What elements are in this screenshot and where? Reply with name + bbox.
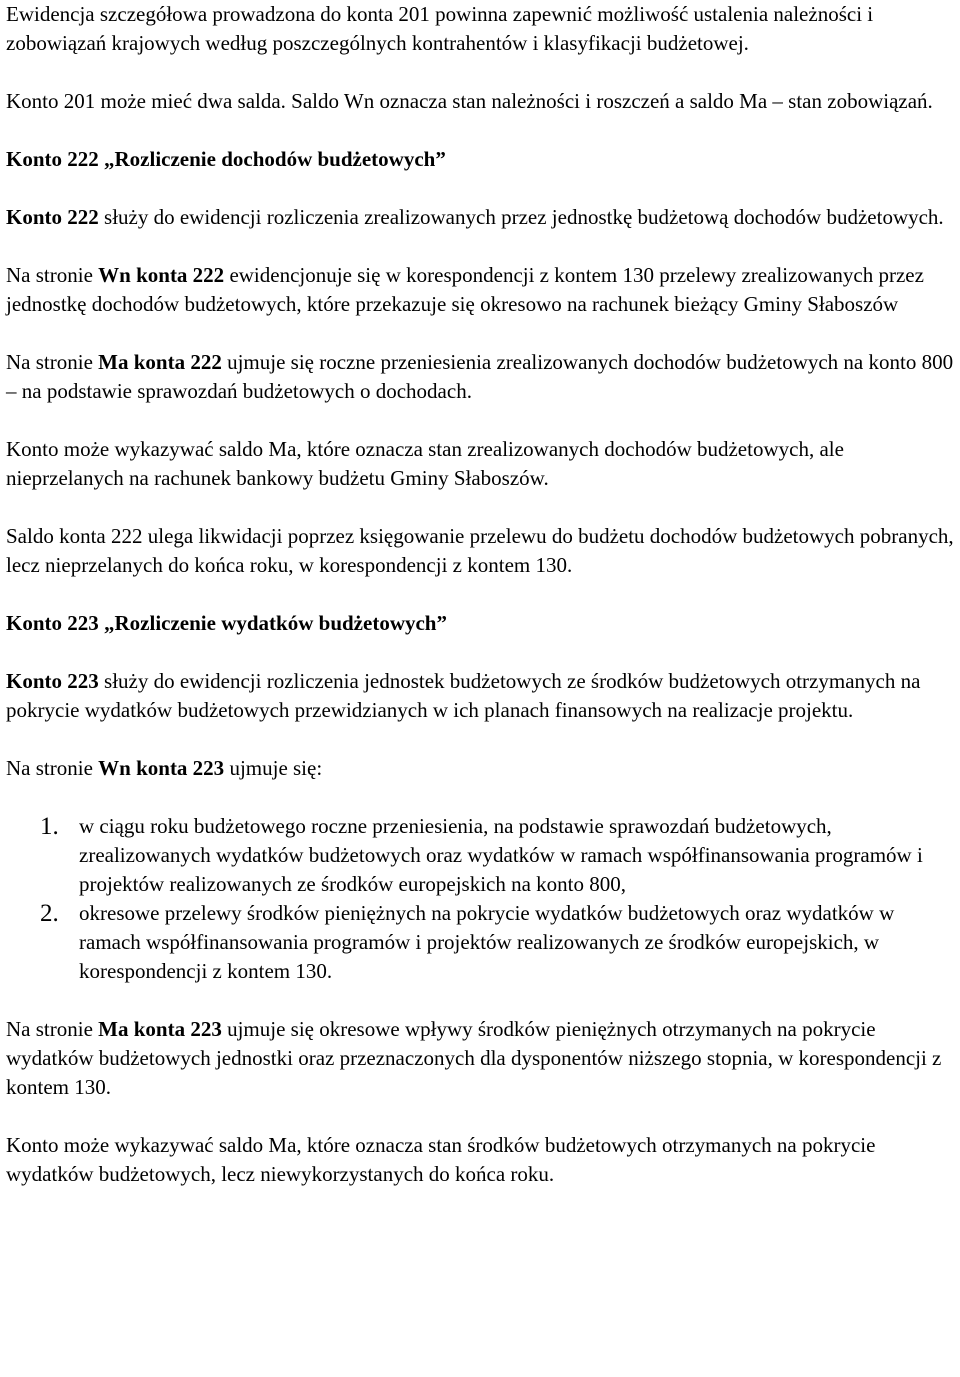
heading-konto-222: Konto 222 „Rozliczenie dochodów budżetowych” (6, 147, 446, 171)
heading-konto-223: Konto 223 „Rozliczenie wydatków budżetowych” (6, 611, 447, 635)
text-konto-222-ma: ujmuje się roczne przeniesienia zrealizowanych dochodów budżetowych na konto 800 – na podstawie sprawozdań budżetowych o dochodach. (6, 350, 954, 403)
list-item-text: okresowe przelewy środków pieniężnych na pokrycie wydatków budżetowych oraz wydatków w ramach współfinansowania programów i projektów realizowanych ze środków europejskich, w korespondencji z kontem 130. (79, 901, 895, 983)
text-prefix: Na stronie (6, 350, 99, 374)
text-konto-222-opis: służy do ewidencji rozliczenia zrealizowanych przez jednostkę budżetową dochodów budżetowych. (98, 205, 944, 229)
bold-wn-konta-223: Wn konta 223 (98, 756, 225, 780)
paragraph-konto-222-ma (6, 348, 954, 406)
text-konto-223-ma: ujmuje się okresowe wpływy środków pieniężnych otrzymanych na pokrycie wydatków budżetowych jednostki oraz przeznaczonych dla dysponentów niższego stopnia, w korespondencji z kontem 130. (6, 1017, 942, 1099)
paragraph-konto-222-likwidacja: Saldo konta 222 ulega likwidacji poprzez księgowanie przelewu do budżetu dochodów budżetowych pobranych, lecz nieprzelanych do końca roku, w korespondencji z kontem 130. (6, 524, 954, 577)
list-item (6, 899, 954, 986)
text-konto-223-wn: ujmuje się: (224, 756, 323, 780)
bold-wn-konta-222: Wn konta 222 (98, 263, 225, 287)
text-prefix: Na stronie (6, 756, 99, 780)
paragraph-konto-222-opis (6, 203, 954, 232)
bold-konto-222: Konto 222 (6, 205, 99, 229)
paragraph-konto-201-ewidencja: Ewidencja szczegółowa prowadzona do konta 201 powinna zapewnić możliwość ustalenia należności i zobowiązań krajowych według poszczególnych kontrahentów i klasyfikacji budżetowej. (6, 2, 874, 55)
paragraph-konto-223-saldo-ma: Konto może wykazywać saldo Ma, które oznacza stan środków budżetowych otrzymanych na pokrycie wydatków budżetowych, lecz niewykorzystanych do końca roku. (6, 1133, 876, 1186)
list-item-number: 2. (40, 900, 59, 927)
list-item-number: 1. (40, 813, 59, 840)
numbered-list (6, 812, 954, 986)
paragraph-konto-201-salda: Konto 201 może mieć dwa salda. Saldo Wn oznacza stan należności i roszczeń a saldo Ma – stan zobowiązań. (6, 89, 933, 113)
text-konto-223-opis: służy do ewidencji rozliczenia jednostek budżetowych ze środków budżetowych otrzymanych na pokrycie wydatków budżetowych przewidzianych w ich planach finansowych na realizacje projektu. (6, 669, 921, 722)
text-konto-222-wn: ewidencjonuje się w korespondencji z kontem 130 przelewy zrealizowanych przez jednostkę dochodów budżetowych, które przekazuje się okresowo na rachunek bieżący Gminy Słaboszów (6, 263, 924, 316)
bold-konto-223: Konto 223 (6, 669, 99, 693)
list-item (6, 812, 954, 899)
paragraph-konto-222-wn (6, 261, 954, 319)
paragraph-konto-223-ma (6, 1015, 954, 1102)
paragraph-konto-222-saldo-ma: Konto może wykazywać saldo Ma, które oznacza stan zrealizowanych dochodów budżetowych, ale nieprzelanych na rachunek bankowy budżetu Gminy Słaboszów. (6, 437, 844, 490)
bold-ma-konta-223: Ma konta 223 (98, 1017, 222, 1041)
text-prefix: Na stronie (6, 1017, 99, 1041)
bold-ma-konta-222: Ma konta 222 (98, 350, 222, 374)
list-item-text: w ciągu roku budżetowego roczne przeniesienia, na podstawie sprawozdań budżetowych, zrealizowanych wydatków budżetowych oraz wydatków w ramach współfinansowania programów i projektów realizowanych ze środków europejskich na konto 800, (79, 814, 923, 896)
paragraph-konto-223-wn (6, 754, 954, 783)
paragraph-konto-223-opis (6, 667, 954, 725)
text-prefix: Na stronie (6, 263, 99, 287)
